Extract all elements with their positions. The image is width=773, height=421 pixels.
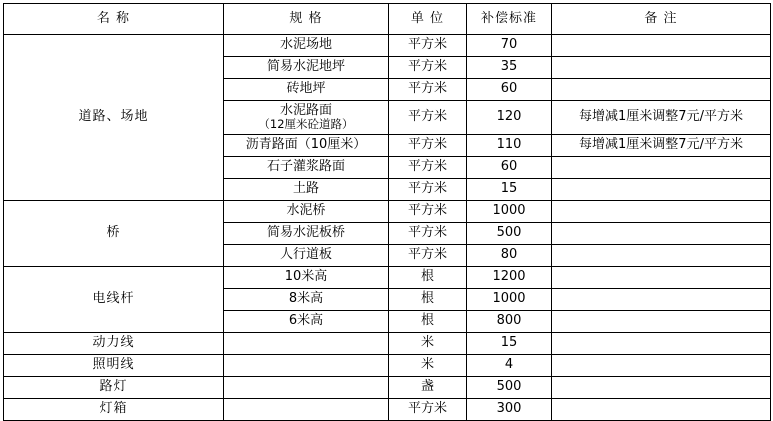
cell-unit: 根 [389, 310, 467, 332]
cell-standard: 70 [467, 35, 552, 57]
cell-remark [552, 266, 771, 288]
cell-standard: 80 [467, 244, 552, 266]
cell-spec [224, 376, 389, 398]
cell-unit: 平方米 [389, 134, 467, 156]
cell-unit: 平方米 [389, 222, 467, 244]
cell-spec: 水泥场地 [224, 35, 389, 57]
cell-category: 动力线 [4, 332, 224, 354]
cell-remark [552, 35, 771, 57]
header-cell-name: 名 称 [4, 4, 224, 35]
cell-spec: 砖地坪 [224, 79, 389, 101]
cell-remark [552, 178, 771, 200]
cell-unit: 平方米 [389, 79, 467, 101]
cell-spec [224, 354, 389, 376]
cell-remark [552, 354, 771, 376]
cell-standard: 300 [467, 398, 552, 420]
cell-standard: 500 [467, 222, 552, 244]
cell-remark [552, 244, 771, 266]
cell-unit: 平方米 [389, 244, 467, 266]
cell-spec: 8米高 [224, 288, 389, 310]
cell-standard: 15 [467, 178, 552, 200]
cell-standard: 800 [467, 310, 552, 332]
cell-spec: 10米高 [224, 266, 389, 288]
table-body [4, 35, 771, 421]
cell-remark [552, 200, 771, 222]
cell-standard: 35 [467, 57, 552, 79]
cell-unit: 平方米 [389, 156, 467, 178]
cell-unit: 平方米 [389, 178, 467, 200]
cell-standard: 500 [467, 376, 552, 398]
cell-spec: 简易水泥地坪 [224, 57, 389, 79]
cell-remark [552, 57, 771, 79]
table-row [4, 200, 771, 222]
cell-spec [224, 101, 389, 135]
cell-spec: 人行道板 [224, 244, 389, 266]
cell-remark: 每增减1厘米调整7元/平方米 [552, 134, 771, 156]
cell-spec [224, 398, 389, 420]
cell-unit: 平方米 [389, 200, 467, 222]
cell-spec [224, 332, 389, 354]
cell-unit: 盏 [389, 376, 467, 398]
cell-standard: 1000 [467, 200, 552, 222]
cell-unit: 平方米 [389, 101, 467, 135]
cell-remark [552, 288, 771, 310]
table-header [4, 4, 771, 35]
cell-standard: 60 [467, 156, 552, 178]
cell-standard: 110 [467, 134, 552, 156]
cell-remark [552, 376, 771, 398]
table-row [4, 332, 771, 354]
cell-category: 灯箱 [4, 398, 224, 420]
cell-unit: 根 [389, 288, 467, 310]
cell-category: 电线杆 [4, 266, 224, 332]
cell-spec-line1: 水泥路面 [279, 103, 332, 118]
cell-spec: 6米高 [224, 310, 389, 332]
header-cell-spec: 规 格 [224, 4, 389, 35]
cell-spec: 土路 [224, 178, 389, 200]
cell-remark [552, 222, 771, 244]
cell-remark [552, 156, 771, 178]
table-row [4, 266, 771, 288]
cell-remark [552, 398, 771, 420]
cell-category: 桥 [4, 200, 224, 266]
header-cell-remark: 备 注 [552, 4, 771, 35]
cell-spec: 水泥桥 [224, 200, 389, 222]
cell-standard: 60 [467, 79, 552, 101]
cell-unit: 米 [389, 332, 467, 354]
cell-spec: 石子灌浆路面 [224, 156, 389, 178]
table-row [4, 398, 771, 420]
cell-category: 路灯 [4, 376, 224, 398]
cell-category: 道路、场地 [4, 35, 224, 201]
cell-unit: 平方米 [389, 398, 467, 420]
cell-spec: 简易水泥板桥 [224, 222, 389, 244]
cell-unit: 平方米 [389, 57, 467, 79]
header-cell-standard: 补偿标准 [467, 4, 552, 35]
cell-remark: 每增减1厘米调整7元/平方米 [552, 101, 771, 135]
table-row [4, 376, 771, 398]
cell-unit: 根 [389, 266, 467, 288]
cell-standard: 4 [467, 354, 552, 376]
cell-category: 照明线 [4, 354, 224, 376]
compensation-table [3, 3, 771, 421]
header-cell-unit: 单 位 [389, 4, 467, 35]
cell-standard: 120 [467, 101, 552, 135]
cell-remark [552, 332, 771, 354]
table-row [4, 354, 771, 376]
cell-unit: 米 [389, 354, 467, 376]
cell-spec: 沥青路面（10厘米） [224, 134, 389, 156]
cell-remark [552, 310, 771, 332]
cell-unit: 平方米 [389, 35, 467, 57]
cell-standard: 15 [467, 332, 552, 354]
table-row [4, 35, 771, 57]
cell-standard: 1200 [467, 266, 552, 288]
cell-remark [552, 79, 771, 101]
cell-standard: 1000 [467, 288, 552, 310]
header-row [4, 4, 771, 35]
cell-spec-line2: （12厘米砼道路） [258, 117, 354, 132]
